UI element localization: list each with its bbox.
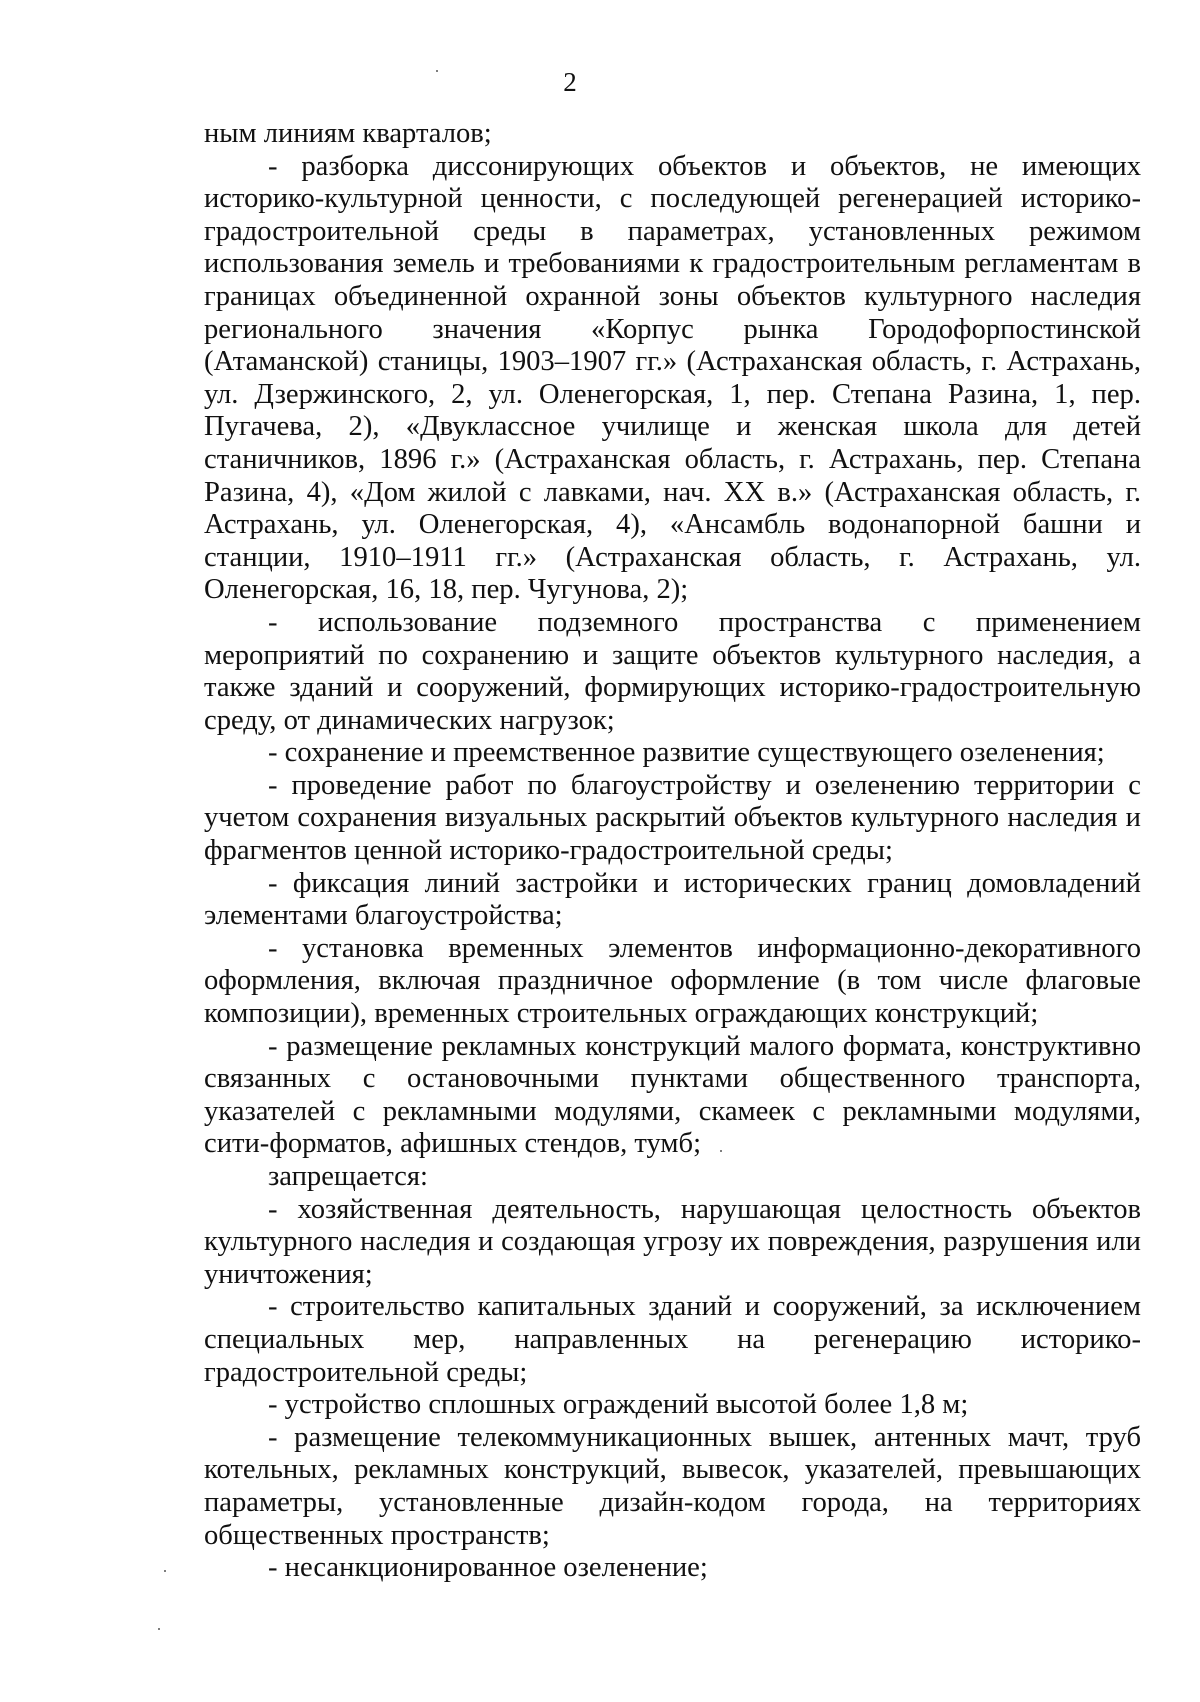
document-body [204,118,1141,1585]
paragraph-underground-space: - использование подземного пространства с применением мероприятий по сохранению и защите объектов культурного наследия, а также зданий и сооружений, формирующих историко-градостроительную среду, от динамических нагрузок; [204,606,1141,736]
paragraph-landscaping: - проведение работ по благоустройству и озеленению территории с учетом сохранения визуальных раскрытий объектов культурного наследия и фрагментов ценной историко-градостроительной среды; [204,769,1141,867]
paragraph-prohibited-heading: запрещается: [268,1161,428,1192]
scan-speck [158,1628,160,1630]
paragraph-solid-fences: - устройство сплошных ограждений высотой более 1,8 м; [268,1389,969,1421]
paragraph-temporary-decor: - установка временных элементов информационно-декоративного оформления, включая праздничное оформление (в том числе флаговые композиции), временных строительных ограждающих конструкций; [204,932,1141,1030]
paragraph-unauthorized-greening: - несанкционированное озеленение; [268,1552,708,1584]
paragraph-continuation: ным линиям кварталов; [204,118,492,149]
paragraph-dismantling: - разборка диссонирующих объектов и объектов, не имеющих историко-культурной ценности, с последующей регенерацией историко-градостроительной среды в параметрах, установленных режимом использования земель и требованиями к градостроительным регламентам в границах объединенной охранной зоны объектов культурного наследия регионального значения «Корпус рынка Городофорпостинской (Атаманской) станицы, 1903–1907 гг.» (Астраханская область, г. Астрахань, ул. Дзержинского, 2, ул. Оленегорская, 1, пер. Степана Разина, 1, пер. Пугачева, 2), «Двуклассное училище и женская школа для детей станичников, 1896 г.» (Астраханская область, г. Астрахань, пер. Степана Разина, 4), «Дом жилой с лавками, нач. XX в.» (Астраханская область, г. Астрахань, ул. Оленегорская, 4), «Ансамбль водонапорной башни и станции, 1910–1911 гг.» (Астраханская область, г. Астрахань, ул. Оленегорская, 16, 18, пер. Чугунова, 2); [204,150,1141,606]
scan-speck [164,1570,166,1572]
paragraph-telecom-towers: - размещение телекоммуникационных вышек, антенных мачт, труб котельных, рекламных конструкций, вывесок, указателей, превышающих параметры, установленные дизайн-кодом города, на территориях общественных пространств; [204,1421,1141,1551]
paragraph-economic-activity: - хозяйственная деятельность, нарушающая целостность объектов культурного наследия и создающая угрозу их повреждения, разрушения или уничтожения; [204,1193,1141,1290]
paragraph-capital-construction: - строительство капитальных зданий и сооружений, за исключением специальных мер, направленных на регенерацию историко-градостроительной среды; [204,1291,1141,1388]
paragraph-advertising: - размещение рекламных конструкций малого формата, конструктивно связанных с остановочными пунктами общественного транспорта, указателей с рекламными модулями, скамеек с рекламными модулями, сити-форматов, афишных стендов, тумб; [204,1030,1141,1160]
page-number: 2 [563,67,577,97]
paragraph-building-lines: - фиксация линий застройки и исторических границ домовладений элементами благоустройства; [204,867,1141,932]
paragraph-greenery-preservation: - сохранение и преемственное развитие существующего озеленения; [268,737,1105,769]
scan-speck [436,70,438,72]
scan-speck [720,1150,722,1152]
